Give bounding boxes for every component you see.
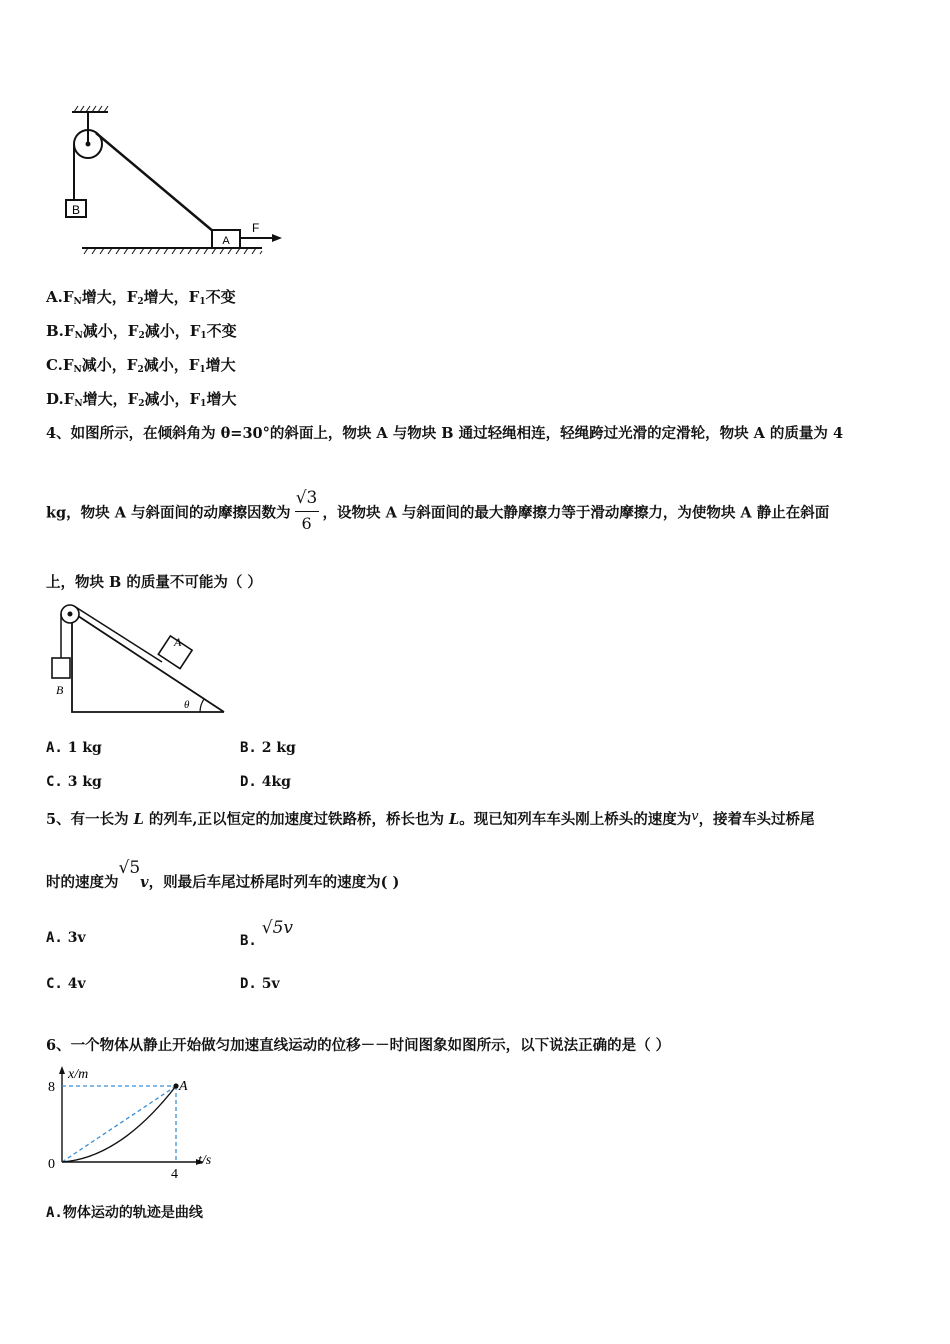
graph-y-tick-8: 8 [48, 1080, 55, 1095]
graph-origin: 0 [48, 1157, 55, 1172]
q4-option-a: A. 1 kg [46, 740, 102, 756]
angle-theta-label: θ [184, 699, 190, 711]
q5-option-a: A. 3v [46, 930, 86, 946]
q5-option-b: B. √5v [240, 918, 293, 949]
incline-block-a-label: A [174, 635, 182, 649]
q6-stem: 6、一个物体从静止开始做匀加速直线运动的位移－－时间图象如图所示，以下说法正确的是（ ） [46, 1037, 671, 1054]
graph-xlabel: t/s [198, 1153, 212, 1168]
graph-ylabel: x/m [68, 1067, 89, 1082]
pulley-block-figure [62, 104, 292, 264]
graph-point-a-label: A [179, 1079, 188, 1094]
q4-stem-line2: kg，物块 A 与斜面间的动摩擦因数为 $\frac{√3}{6}$ ，设物块 A 与斜面间的最大静摩擦力等于滑动摩擦力，为使物块 A 静止在斜面 [46, 488, 829, 536]
q6-option-a: A.物体运动的轨迹是曲线 [46, 1205, 203, 1221]
graph-x-tick-4: 4 [171, 1167, 178, 1182]
secant-line [62, 1086, 176, 1162]
q5-stem-line1: 5、有一长为 L 的列车,正以恒定的加速度过铁路桥，桥长也为 L。现已知列车车头刚上桥头的速度为v，接着车头过桥尾 [46, 809, 815, 828]
q4-option-b: B. 2 kg [240, 740, 296, 756]
q4-stem-line3: 上，物块 B 的质量不可能为（ ） [46, 574, 262, 591]
incline-block-b-label: B [56, 683, 64, 697]
displacement-curve [62, 1086, 176, 1162]
q4-option-c: C. 3 kg [46, 774, 102, 790]
q4-option-d: D. 4kg [240, 774, 291, 790]
block-b-label: B [71, 203, 81, 217]
x-t-graph [40, 1064, 230, 1182]
q5-stem-line2: 时的速度为√5v，则最后车尾过桥尾时列车的速度为( ) [46, 858, 400, 891]
incline-figure [44, 598, 234, 718]
point-a [173, 1083, 178, 1088]
q5-option-c: C. 4v [46, 976, 86, 992]
q3-option-a: $A.F_N$增大，$F_2$增大，$F_1$不变 [46, 288, 236, 307]
q3-option-c: $C.F_N$减小，$F_2$减小，$F_1$增大 [46, 356, 236, 375]
incline-block-b [52, 658, 70, 678]
q3-option-d: $D.F_N$增大，$F_2$减小，$F_1$增大 [46, 390, 237, 409]
q5-option-d: D. 5v [240, 976, 280, 992]
friction-coefficient-fraction: $\frac{√3}{6}$ [295, 488, 318, 533]
force-f-label: F [252, 221, 260, 235]
q4-stem-line1: 4、如图所示，在倾斜角为 θ=30°的斜面上，物块 A 与物块 B 通过轻绳相连，轻绳跨过光滑的定滑轮，物块 A 的质量为 4 [46, 425, 844, 442]
block-a-label: A [222, 235, 230, 247]
q3-option-b: $B.F_N$减小，$F_2$减小，$F_1$不变 [46, 322, 237, 341]
